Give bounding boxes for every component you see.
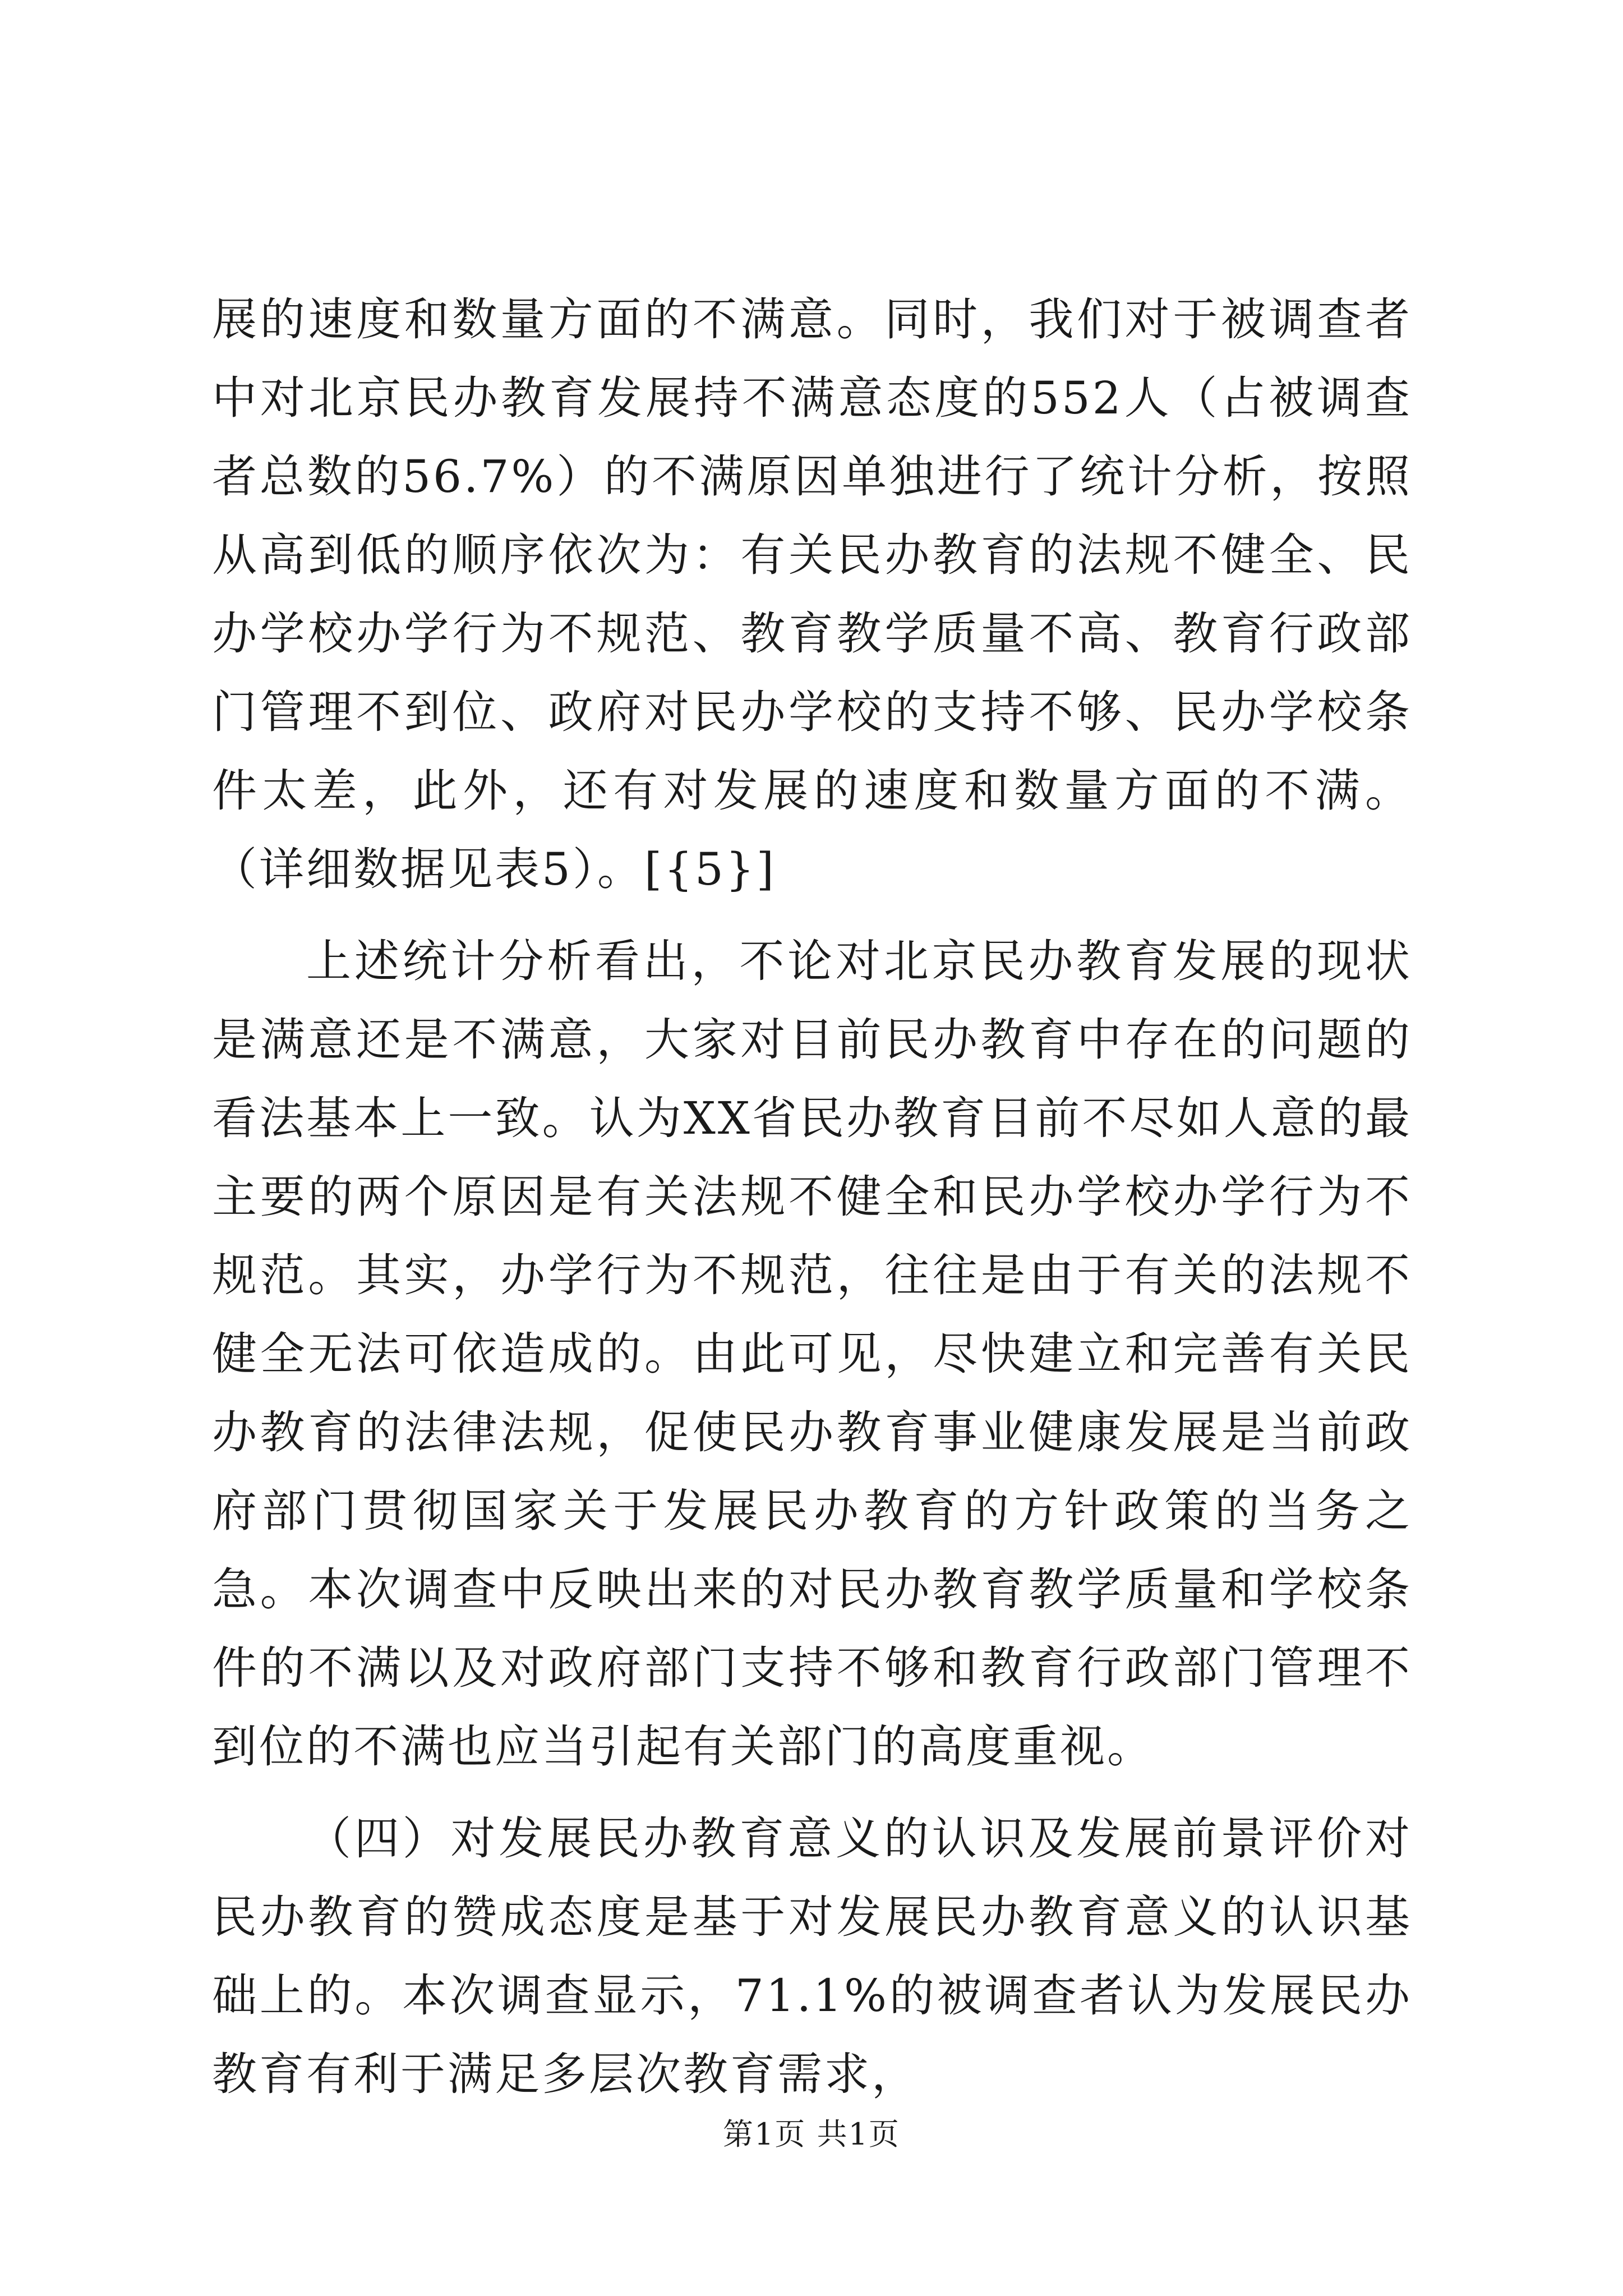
document-body — [212, 280, 1412, 2114]
paragraph-continued: 展的速度和数量方面的不满意。同时，我们对于被调查者中对北京民办教育发展持不满意态度的552人（占被调查者总数的56.7%）的不满原因单独进行了统计分析，按照从高到低的顺序依次为：有关民办教育的法规不健全、民办学校办学行为不规范、教育教学质量不高、教育行政部门管理不到位、政府对民办学校的支持不够、民办学校条件太差，此外，还有对发展的速度和数量方面的不满。（详细数据见表5）。[{5}] — [212, 293, 1412, 895]
paragraph-analysis: 上述统计分析看出，不论对北京民办教育发展的现状是满意还是不满意，大家对目前民办教育中存在的问题的看法基本上一致。认为XX省民办教育目前不尽如人意的最主要的两个原因是有关法规不健全和民办学校办学行为不规范。其实，办学行为不规范，往往是由于有关的法规不健全无法可依造成的。由此可见，尽快建立和完善有关民办教育的法律法规，促使民办教育事业健康发展是当前政府部门贯彻国家关于发展民办教育的方针政策的当务之急。本次调查中反映出来的对民办教育教学质量和学校条件的不满以及对政府部门支持不够和教育行政部门管理不到位的不满也应当引起有关部门的高度重视。 — [212, 935, 1412, 1773]
paragraph-section-four: （四）对发展民办教育意义的认识及发展前景评价对民办教育的赞成态度是基于对发展民办教育意义的认识基础上的。本次调查显示，71.1%的被调查者认为发展民办教育有利于满足多层次教育需求， — [212, 1812, 1412, 2100]
page-footer: 第1页 共1页 — [723, 2116, 900, 2152]
